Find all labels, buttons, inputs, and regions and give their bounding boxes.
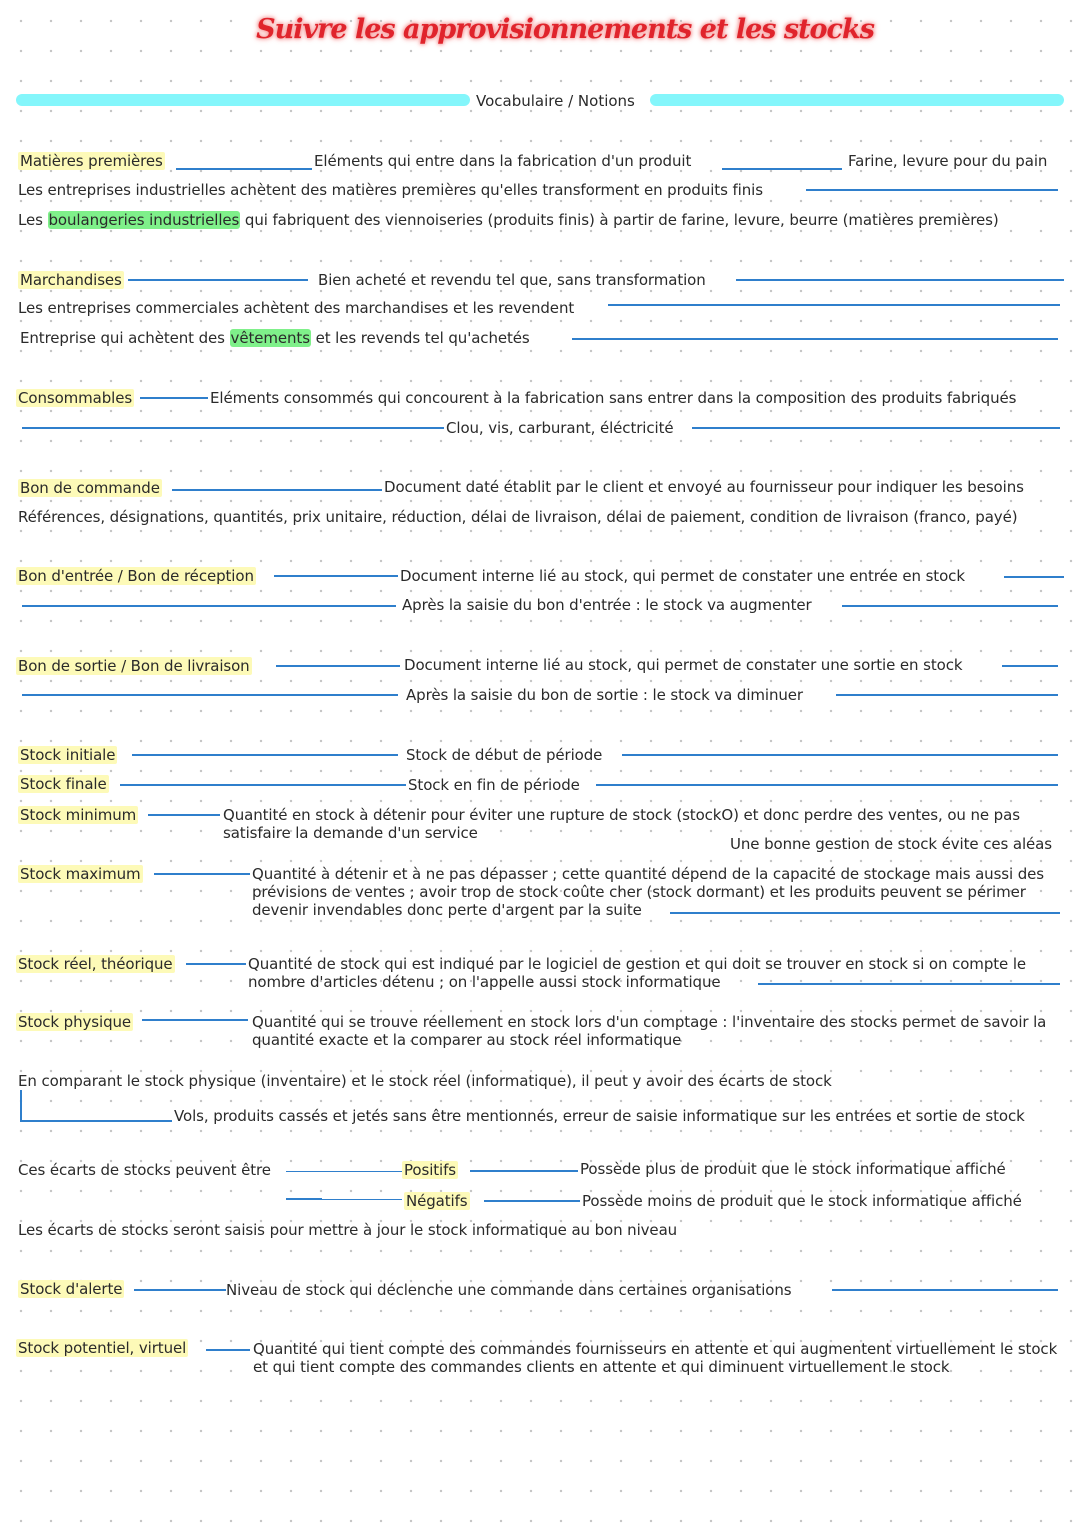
conclusion: Les écarts de stocks seront saisis pour mettre à jour le stock informatique au bon niveau — [18, 1221, 678, 1239]
connector-line — [736, 279, 1064, 281]
term-label: Stock d'alerte — [20, 1280, 123, 1298]
connector-line — [484, 1200, 580, 1202]
definition: Bien acheté et revendu tel que, sans transformation — [318, 271, 706, 289]
term — [20, 775, 109, 793]
definition: Stock en fin de période — [408, 776, 580, 794]
definition: Quantité en stock à détenir pour éviter une rupture de stock (stockO) et donc perdre des ventes, ou ne pas satisfaire la demande d'un service — [223, 806, 1020, 842]
term-label: Stock finale — [20, 775, 107, 793]
definition: Document interne lié au stock, qui permet de constater une sortie en stock — [404, 656, 963, 674]
causes: Vols, produits cassés et jetés sans être mentionnés, erreur de saisie informatique sur les entrées et sortie de stock — [174, 1107, 1025, 1125]
definition: Document daté établit par le client et envoyé au fournisseur pour indiquer les besoins — [384, 478, 1024, 496]
connector-line — [276, 665, 400, 667]
term-label: Stock initiale — [20, 746, 116, 764]
term-label: Négatifs — [406, 1192, 468, 1210]
connector-line — [120, 784, 406, 786]
term — [20, 865, 143, 883]
text: Entreprise qui achètent des — [20, 329, 230, 347]
term — [20, 479, 162, 497]
term-label: Positifs — [404, 1161, 457, 1179]
term — [18, 1339, 188, 1357]
connector-line — [142, 1019, 248, 1021]
definition: Niveau de stock qui déclenche une commande dans certaines organisations — [226, 1281, 792, 1299]
term — [20, 152, 165, 170]
connector-line — [20, 1120, 172, 1122]
example-sentence — [20, 329, 530, 347]
connector-line — [140, 397, 208, 399]
connector-line — [758, 983, 1060, 985]
term-label: Stock minimum — [20, 806, 137, 824]
example-sentence — [18, 211, 999, 229]
negative-label — [406, 1192, 470, 1210]
connector-line — [172, 489, 382, 491]
connector-line — [176, 168, 312, 170]
text: qui fabriquent des viennoiseries (produits finis) à partir de farine, levure, beurre (matières premières) — [240, 211, 999, 229]
term — [18, 1013, 133, 1031]
connector-line — [670, 912, 1060, 914]
connector-line — [836, 694, 1058, 696]
connector-line — [286, 1171, 402, 1172]
connector-line — [22, 605, 396, 607]
term-label: Bon de sortie / Bon de livraison — [18, 657, 250, 675]
connector-line — [572, 338, 1058, 340]
keyword-highlight: vêtements — [230, 329, 310, 347]
text: Les — [18, 211, 48, 229]
positive-description: Possède plus de produit que le stock informatique affiché — [580, 1160, 1006, 1178]
connector-line — [128, 279, 308, 281]
connector-line — [596, 784, 1058, 786]
effect: Après la saisie du bon de sortie : le stock va diminuer — [406, 686, 803, 704]
connector-line — [842, 605, 1058, 607]
term — [20, 1280, 124, 1298]
example: Clou, vis, carburant, éléctricité — [446, 419, 674, 437]
term-label: Marchandises — [20, 271, 122, 289]
definition: Quantité à détenir et à ne pas dépasser ; cette quantité dépend de la capacité de stockage mais aussi des prévisions de ventes ; avoir trop de stock coûte cher (stock dormant) et les produits peuvent se périmer devenir invendables donc perte d'argent par la suite — [252, 865, 1045, 919]
definition: Stock de début de période — [406, 746, 603, 764]
definition: Quantité de stock qui est indiqué par le logiciel de gestion et qui doit se trouver en stock si on compte le nombre d'articles détenu ; on l'appelle aussi stock informatique — [248, 955, 1027, 991]
connector-line — [470, 1170, 578, 1172]
definition: Eléments qui entre dans la fabrication d'un produit — [314, 152, 692, 170]
explanation: Les entreprises industrielles achètent des matières premières qu'elles transforment en produits finis — [18, 181, 763, 199]
connector-line — [622, 754, 1058, 756]
term — [18, 955, 175, 973]
intro: En comparant le stock physique (inventaire) et le stock réel (informatique), il peut y avoir des écarts de stock — [18, 1072, 832, 1090]
connector-line — [286, 1198, 322, 1200]
connector-line — [22, 427, 444, 429]
connector-line — [692, 427, 1060, 429]
term-label: Stock maximum — [20, 865, 141, 883]
positive-label — [404, 1161, 458, 1179]
connector-line — [274, 575, 398, 577]
note: Une bonne gestion de stock évite ces aléas — [730, 835, 1052, 853]
section-label: Vocabulaire / Notions — [476, 92, 635, 110]
term-label: Consommables — [18, 389, 133, 407]
connector-line — [722, 168, 842, 170]
section-banner-left — [16, 94, 470, 106]
negative-description: Possède moins de produit que le stock informatique affiché — [582, 1192, 1022, 1210]
connector-line — [22, 694, 398, 696]
connector-line — [132, 754, 398, 756]
definition: Quantité qui se trouve réellement en stock lors d'un comptage : l'inventaire des stocks permet de savoir la quantité exacte et la comparer au stock réel informatique — [252, 1013, 1047, 1049]
section-banner-right — [650, 94, 1064, 106]
connector-line — [806, 189, 1058, 191]
term — [18, 567, 256, 585]
keyword-highlight: boulangeries industrielles — [48, 211, 240, 229]
connector-line — [148, 814, 220, 816]
term — [20, 746, 117, 764]
connector-line — [154, 873, 250, 875]
connector-line — [1004, 576, 1064, 578]
example: Farine, levure pour du pain — [848, 152, 1048, 170]
text: et les revends tel qu'achetés — [310, 329, 530, 347]
term-label: Bon de commande — [20, 479, 160, 497]
term — [20, 806, 138, 824]
connector-line — [1002, 665, 1058, 667]
explanation: Les entreprises commerciales achètent des marchandises et les revendent — [18, 299, 575, 317]
connector-line — [20, 1090, 22, 1121]
term-label: Matières premières — [20, 152, 163, 170]
term-label: Bon d'entrée / Bon de réception — [18, 567, 254, 585]
definition: Quantité qui tient compte des commandes fournisseurs en attente et qui augmentent virtuellement le stock et qui tient compte des commandes clients en attente et qui diminuent virtuellement le stock — [253, 1340, 1058, 1376]
term-label: Stock réel, théorique — [18, 955, 173, 973]
term-label: Stock physique — [18, 1013, 132, 1031]
types-label: Ces écarts de stocks peuvent être — [18, 1161, 271, 1179]
term — [18, 389, 134, 407]
connector-line — [186, 963, 246, 965]
page-title: Suivre les approvisionnements et les stocks — [256, 14, 874, 45]
connector-line — [608, 304, 1060, 306]
term — [20, 271, 124, 289]
connector-line — [134, 1289, 226, 1291]
definition: Eléments consommés qui concourent à la fabrication sans entrer dans la composition des produits fabriqués — [210, 389, 1017, 407]
connector-line — [832, 1289, 1058, 1291]
definition: Document interne lié au stock, qui permet de constater une entrée en stock — [400, 567, 965, 585]
effect: Après la saisie du bon d'entrée : le stock va augmenter — [402, 596, 812, 614]
term-label: Stock potentiel, virtuel — [18, 1339, 187, 1357]
connector-line — [206, 1349, 250, 1351]
details: Références, désignations, quantités, prix unitaire, réduction, délai de livraison, délai de paiement, condition de livraison (franco, payé) — [18, 508, 1018, 526]
term — [18, 657, 252, 675]
